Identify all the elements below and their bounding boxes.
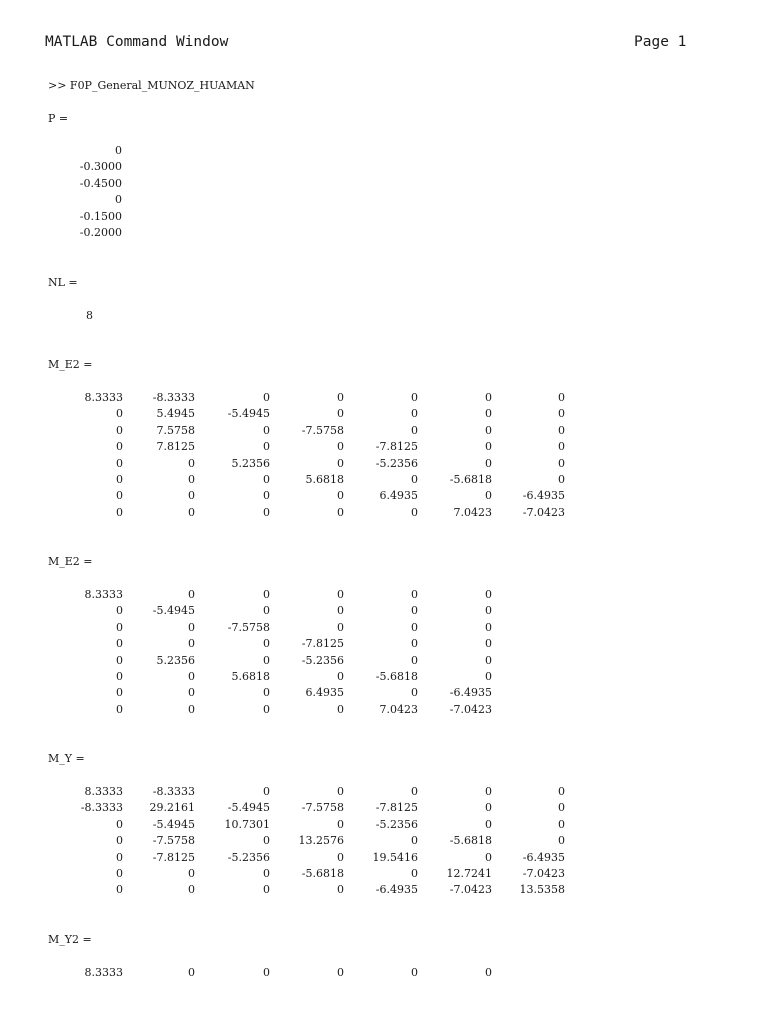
matrix-cell: 0 — [411, 686, 418, 700]
matrix-cell: -0.2000 — [79, 226, 122, 239]
page-number: Page 1 — [634, 34, 687, 50]
matrix-cell: -8.3333 — [152, 391, 195, 404]
matrix-cell: 0 — [411, 834, 418, 848]
matrix-cell: 0 — [188, 473, 195, 486]
matrix-cell: 0 — [263, 505, 270, 519]
matrix-cell: 0 — [558, 391, 565, 404]
matrix-cell: -7.8125 — [301, 637, 344, 651]
matrix-cell: 0 — [116, 489, 123, 503]
matrix-cell: 0 — [337, 670, 344, 683]
matrix-cell: 5.6818 — [305, 473, 344, 486]
matrix-cell: 0 — [188, 966, 195, 979]
matrix-cell: 0 — [485, 850, 492, 864]
matrix-cell: 0 — [558, 440, 565, 454]
matrix-cell: -5.4945 — [227, 801, 270, 815]
matrix-cell: -7.5758 — [301, 423, 344, 437]
matrix-cell: 0 — [188, 670, 195, 683]
matrix-cell: 6.4935 — [305, 686, 344, 700]
matrix-cell: 0 — [116, 817, 123, 831]
matrix-cell: 0 — [558, 801, 565, 815]
matrix-cell: 0 — [263, 966, 270, 979]
matrix-cell: 0 — [411, 620, 418, 634]
matrix-cell: 0 — [337, 489, 344, 503]
matrix-cell: 0 — [558, 423, 565, 437]
matrix-cell: 0 — [337, 817, 344, 831]
matrix-cell: 7.8125 — [156, 440, 195, 454]
matrix-cell: 0 — [116, 883, 123, 897]
matrix-cell: -0.1500 — [79, 209, 122, 223]
matrix-cell: 0 — [558, 407, 565, 421]
matrix-cell: -5.6818 — [449, 834, 492, 848]
matrix-cell: 0 — [116, 423, 123, 437]
command-line: >> F0P_General_MUNOZ_HUAMAN — [48, 79, 255, 92]
matrix-cell: 0 — [558, 834, 565, 848]
matrix-cell: 0 — [116, 473, 123, 486]
matrix-cell: -8.3333 — [152, 785, 195, 798]
matrix-cell: -7.8125 — [375, 440, 418, 454]
matrix-cell: 5.2356 — [231, 456, 270, 470]
matrix-cell: 0 — [485, 391, 492, 404]
window-title: MATLAB Command Window — [45, 34, 229, 50]
matrix-cell: -7.5758 — [152, 834, 195, 848]
matrix-cell: 0 — [263, 604, 270, 618]
matrix-cell: -7.0423 — [449, 883, 492, 897]
matrix-cell: 0 — [116, 702, 123, 716]
matrix-cell: 5.4945 — [156, 407, 195, 421]
matrix-cell: -5.2356 — [375, 817, 418, 831]
matrix-cell: 0 — [337, 604, 344, 618]
matrix-cell: -5.4945 — [152, 817, 195, 831]
matrix-cell: 0 — [188, 637, 195, 651]
matrix-cell: 0 — [411, 966, 418, 979]
matrix-cell: 0 — [337, 702, 344, 716]
matrix-cell: 0 — [116, 653, 123, 667]
matrix-cell: 0 — [116, 620, 123, 634]
matrix-cell: -5.4945 — [227, 407, 270, 421]
matrix-cell: 0 — [411, 867, 418, 880]
matrix-cell: 0 — [116, 670, 123, 683]
matrix-cell: -7.8125 — [375, 801, 418, 815]
matrix-cell: 0 — [116, 505, 123, 519]
matrix-cell: 0 — [337, 456, 344, 470]
matrix-cell: 0 — [188, 620, 195, 634]
matrix-cell: 0 — [116, 456, 123, 470]
matrix-cell: 7.0423 — [453, 505, 492, 519]
matrix-cell: 0 — [116, 867, 123, 880]
matrix-cell: 0 — [188, 456, 195, 470]
matrix-cell: -5.2356 — [375, 456, 418, 470]
matrix-cell: 0 — [263, 391, 270, 404]
matrix-cell: 0 — [263, 686, 270, 700]
matrix-cell: -7.0423 — [522, 505, 565, 519]
matrix-cell: 13.2576 — [298, 834, 344, 848]
matrix-cell: 0 — [411, 653, 418, 667]
matrix-cell: 0 — [188, 867, 195, 880]
matrix-cell: 0 — [485, 670, 492, 683]
matrix-cell: -0.3000 — [79, 160, 122, 174]
matrix-cell: 0 — [337, 620, 344, 634]
matrix-cell: 0 — [116, 686, 123, 700]
matrix-cell: -7.8125 — [152, 850, 195, 864]
matrix-cell: 7.0423 — [379, 702, 418, 716]
matrix-cell: 0 — [263, 423, 270, 437]
matrix-cell: 0 — [485, 653, 492, 667]
matrix-cell: 0 — [116, 407, 123, 421]
matrix-cell: 0 — [116, 850, 123, 864]
matrix-cell: 0 — [485, 801, 492, 815]
matrix-cell: 29.2161 — [149, 801, 195, 815]
matrix-cell: 0 — [188, 883, 195, 897]
matrix-cell: 5.6818 — [231, 670, 270, 683]
matrix-cell: 0 — [263, 702, 270, 716]
matrix-cell: 13.5358 — [519, 883, 565, 897]
matrix-cell: -5.2356 — [301, 653, 344, 667]
variable-label-m-y2: M_Y2 = — [48, 933, 92, 946]
matrix-cell: -6.4935 — [375, 883, 418, 897]
matrix-cell: 0 — [411, 473, 418, 486]
matrix-cell: -7.0423 — [449, 702, 492, 716]
matrix-cell: -5.6818 — [301, 867, 344, 880]
matrix-cell: 6.4935 — [379, 489, 418, 503]
matrix-cell: 0 — [558, 817, 565, 831]
matrix-cell: -6.4935 — [449, 686, 492, 700]
matrix-cell: 0 — [485, 817, 492, 831]
matrix-cell: -7.5758 — [301, 801, 344, 815]
matrix-cell: 0 — [411, 785, 418, 798]
matrix-cell: 0 — [263, 834, 270, 848]
matrix-cell: 8 — [86, 309, 93, 322]
matrix-cell: 0 — [263, 867, 270, 880]
matrix-cell: 0 — [411, 391, 418, 404]
matrix-cell: 0 — [485, 637, 492, 651]
matrix-cell: 0 — [485, 407, 492, 421]
matrix-cell: 0 — [188, 588, 195, 601]
matrix-cell: 8.3333 — [84, 785, 123, 798]
matrix-cell: 0 — [485, 489, 492, 503]
matrix-cell: 5.2356 — [156, 653, 195, 667]
matrix-cell: -5.6818 — [375, 670, 418, 683]
matrix-cell: 0 — [337, 966, 344, 979]
matrix-cell: 0 — [485, 456, 492, 470]
variable-label-m-y: M_Y = — [48, 752, 85, 765]
matrix-cell: 0 — [116, 637, 123, 651]
matrix-cell: 12.7241 — [446, 867, 492, 880]
matrix-cell: 0 — [337, 588, 344, 601]
matrix-cell: 0 — [263, 883, 270, 897]
matrix-cell: -8.3333 — [80, 801, 123, 815]
matrix-cell: 0 — [558, 456, 565, 470]
matrix-cell: 0 — [188, 686, 195, 700]
matrix-cell: 8.3333 — [84, 391, 123, 404]
matrix-cell: 10.7301 — [224, 817, 270, 831]
variable-label-m-e2: M_E2 = — [48, 358, 93, 371]
matrix-cell: -0.4500 — [79, 176, 122, 190]
matrix-cell: -6.4935 — [522, 489, 565, 503]
matrix-cell: 0 — [337, 505, 344, 519]
matrix-cell: -5.6818 — [449, 473, 492, 486]
matrix-cell: 0 — [485, 604, 492, 618]
matrix-cell: 0 — [337, 391, 344, 404]
matrix-cell: 0 — [263, 440, 270, 454]
matrix-cell: 0 — [337, 883, 344, 897]
matrix-cell: 0 — [115, 193, 122, 207]
matrix-cell: 0 — [116, 834, 123, 848]
matrix-cell: 0 — [485, 588, 492, 601]
matrix-cell: 0 — [411, 407, 418, 421]
matrix-cell: 0 — [337, 850, 344, 864]
matrix-cell: 0 — [263, 637, 270, 651]
matrix-cell: 0 — [485, 423, 492, 437]
matrix-cell: 0 — [263, 653, 270, 667]
matrix-cell: 0 — [485, 440, 492, 454]
matrix-cell: 0 — [263, 785, 270, 798]
variable-label-p: P = — [48, 112, 69, 125]
matrix-cell: 0 — [558, 473, 565, 486]
matrix-cell: 0 — [411, 588, 418, 601]
matrix-cell: 0 — [188, 505, 195, 519]
matrix-cell: -5.4945 — [152, 604, 195, 618]
matrix-cell: 0 — [337, 440, 344, 454]
matrix-cell: 0 — [558, 785, 565, 798]
matrix-cell: 0 — [263, 489, 270, 503]
matrix-cell: 0 — [411, 637, 418, 651]
matrix-cell: 8.3333 — [84, 588, 123, 601]
variable-label-m-e2-second: M_E2 = — [48, 555, 93, 568]
matrix-cell: -7.5758 — [227, 620, 270, 634]
matrix-cell: 0 — [411, 604, 418, 618]
matrix-cell: 0 — [115, 144, 122, 157]
matrix-cell: 0 — [337, 785, 344, 798]
variable-label-nl: NL = — [48, 276, 78, 289]
matrix-cell: 0 — [485, 785, 492, 798]
matrix-cell: 7.5758 — [156, 423, 195, 437]
matrix-cell: 0 — [485, 966, 492, 979]
matrix-cell: 0 — [337, 407, 344, 421]
matrix-cell: 19.5416 — [372, 850, 418, 864]
matrix-cell: 0 — [411, 423, 418, 437]
matrix-cell: 0 — [485, 620, 492, 634]
matrix-cell: 0 — [411, 505, 418, 519]
matrix-cell: -6.4935 — [522, 850, 565, 864]
matrix-cell: -5.2356 — [227, 850, 270, 864]
matrix-cell: 8.3333 — [84, 966, 123, 979]
matrix-cell: 0 — [116, 440, 123, 454]
matrix-cell: -7.0423 — [522, 867, 565, 880]
matrix-cell: 0 — [263, 588, 270, 601]
matrix-cell: 0 — [263, 473, 270, 486]
matrix-cell: 0 — [188, 489, 195, 503]
matrix-cell: 0 — [116, 604, 123, 618]
matrix-cell: 0 — [188, 702, 195, 716]
